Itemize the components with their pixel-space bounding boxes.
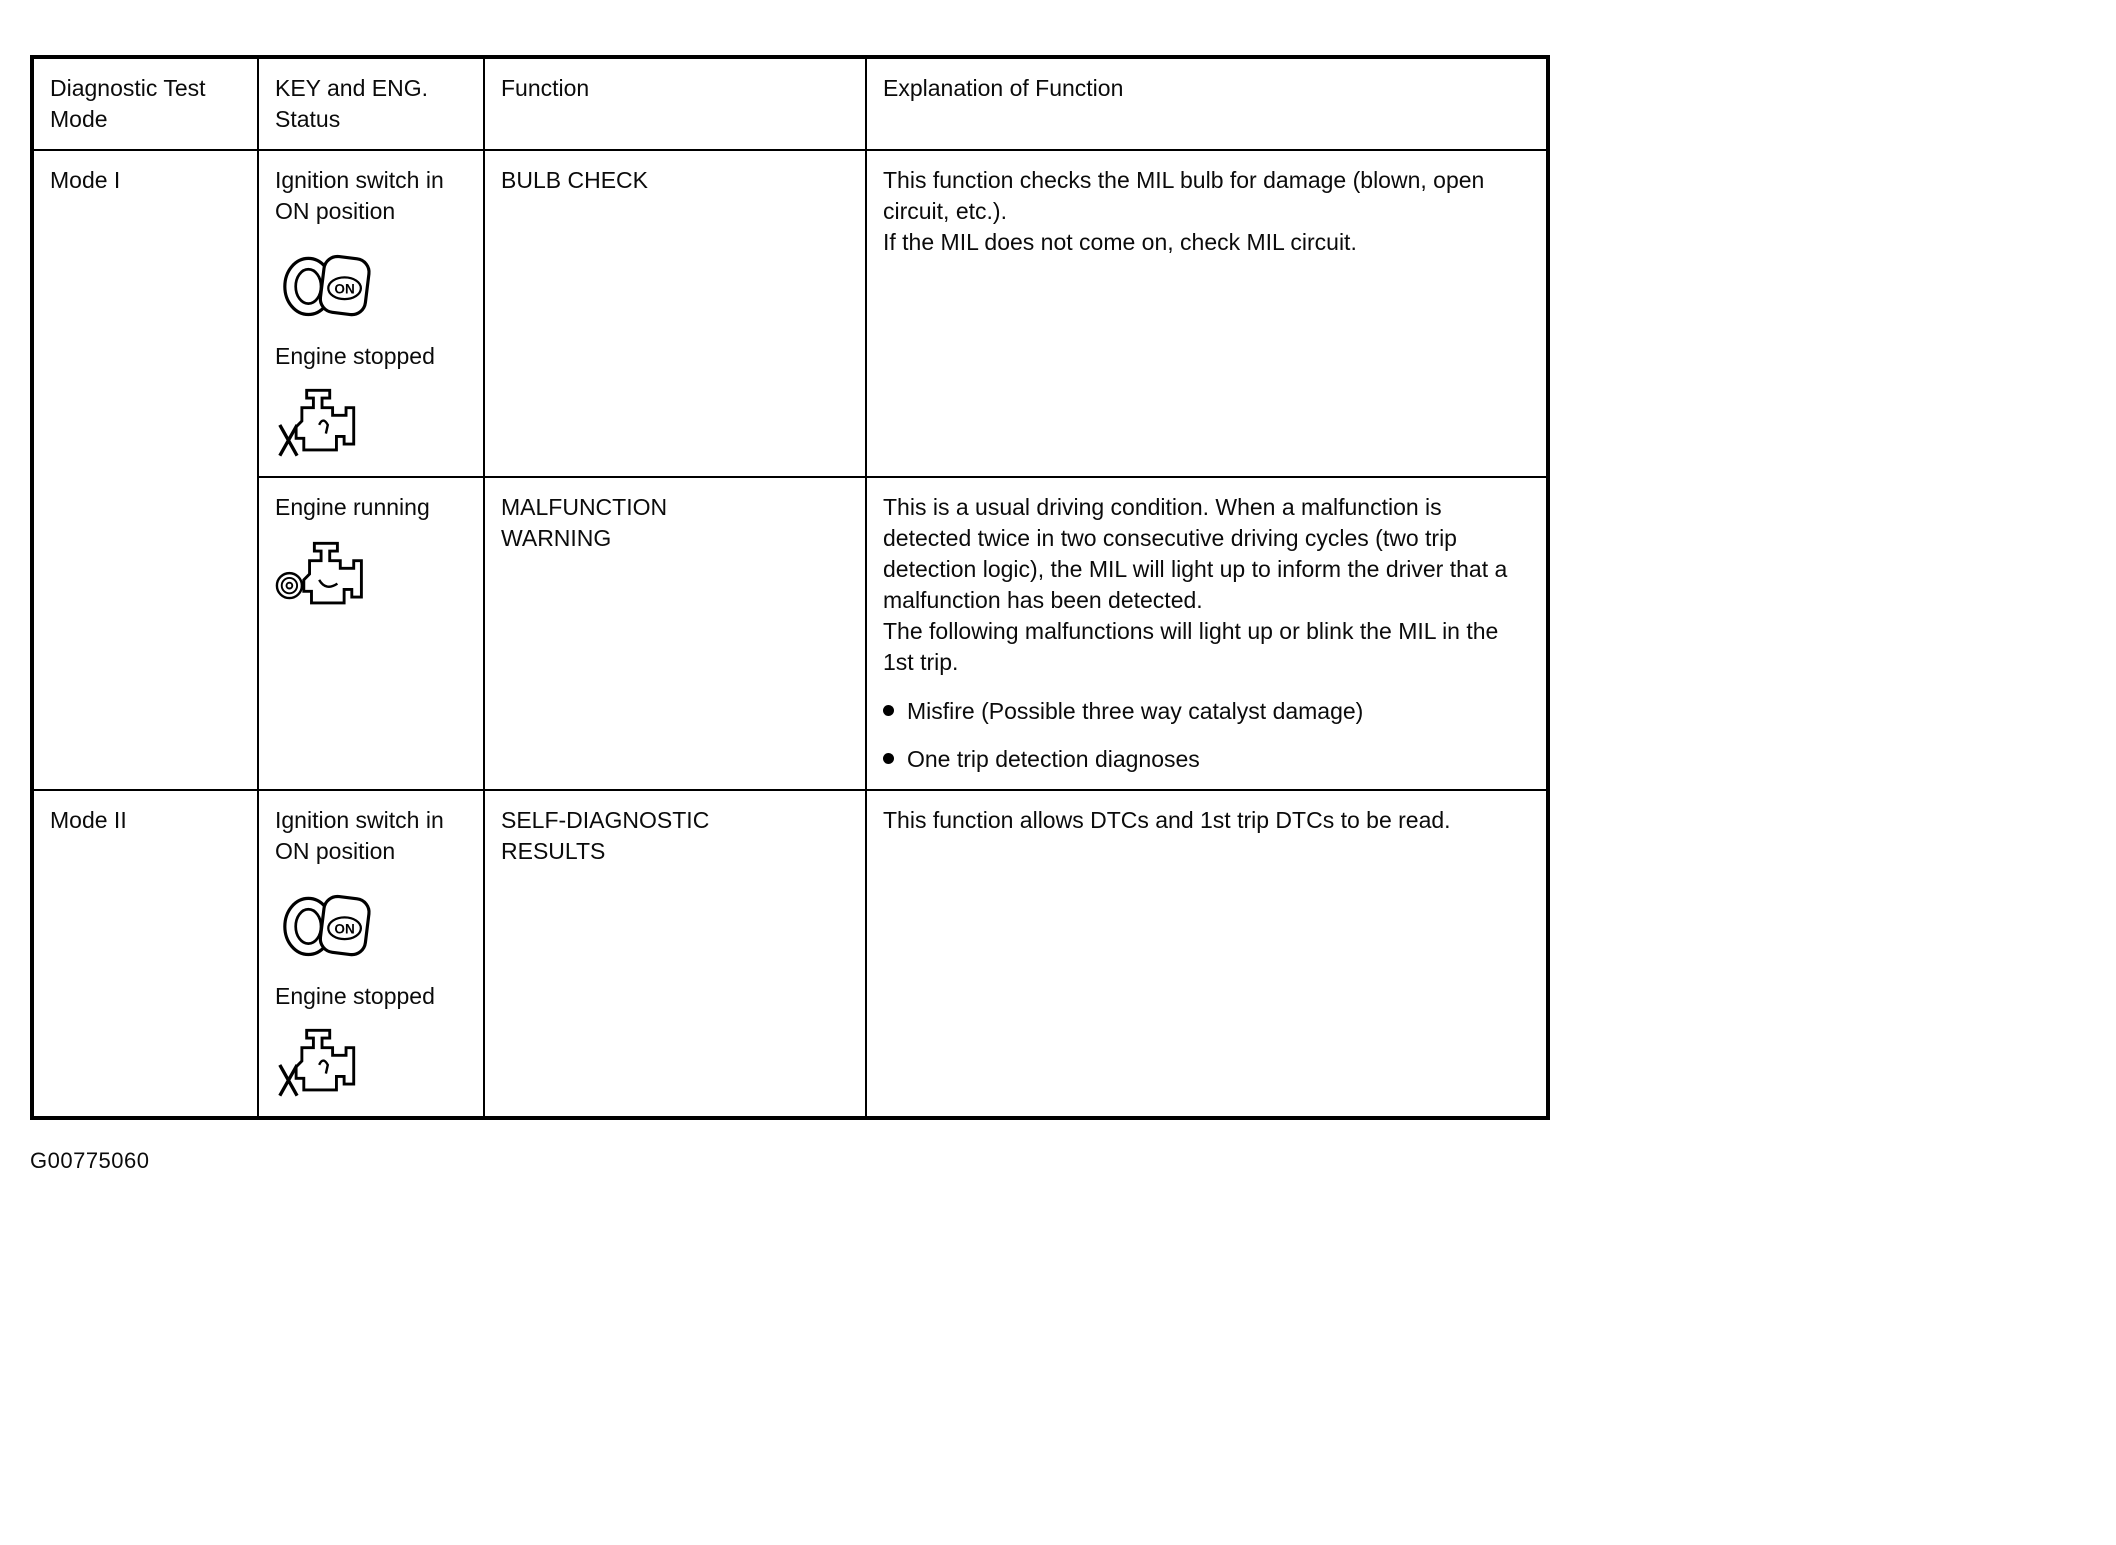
ignition-key-on-icon	[281, 883, 381, 969]
status-engine-text: Engine stopped	[275, 343, 435, 370]
table-row-mode1-malfunction-warning	[32, 477, 1548, 789]
function-label: MALFUNCTION WARNING	[501, 494, 668, 552]
ignition-on-label: ON	[334, 921, 355, 937]
explanation-paragraph: This is a usual driving condition. When a malfunction is detected twice in two consecutive driving cycles (two trip detection logic), the MIL will light up to inform the driver that a malfunction has been detected.	[883, 494, 1508, 614]
mode2-function-cell	[484, 790, 866, 1118]
bullet-item	[883, 744, 1530, 775]
mode2-label-cell	[32, 790, 258, 1118]
mode2-key-eng-status-cell	[258, 790, 484, 1118]
engine-stopped-icon	[275, 1024, 371, 1102]
explanation-paragraph: The following malfunctions will light up or blink the MIL in the 1st trip.	[883, 618, 1499, 676]
mode1b-function-cell	[484, 477, 866, 789]
status-engine-text: Engine running	[275, 494, 430, 521]
engine-stopped-icon	[275, 384, 371, 462]
mode2-explanation-cell	[866, 790, 1548, 1118]
mode1-label-cell	[32, 150, 258, 790]
table-row-mode2-self-diagnostic	[32, 790, 1548, 1118]
mode1a-explanation-cell	[866, 150, 1548, 477]
bullet-dot	[883, 705, 894, 716]
explanation-paragraph: This function allows DTCs and 1st trip DTCs to be read.	[883, 806, 1451, 833]
ignition-key-on-icon	[281, 243, 381, 329]
function-label: SELF-DIAGNOSTIC RESULTS	[501, 806, 710, 864]
mode1b-key-eng-status-cell	[258, 477, 484, 789]
bullet-text: Misfire (Possible three way catalyst damage)	[907, 697, 1364, 724]
mode2-label: Mode II	[50, 806, 127, 833]
status-ignition-text: Ignition switch in ON position	[275, 167, 444, 225]
mode1-label: Mode I	[50, 167, 121, 194]
mode1b-explanation-cell	[866, 477, 1548, 789]
function-label: BULB CHECK	[501, 167, 648, 194]
status-ignition-text: Ignition switch in ON position	[275, 806, 444, 864]
header-explanation: Explanation of Function	[866, 57, 1548, 150]
header-function: Function	[484, 57, 866, 150]
mode1a-key-eng-status-cell	[258, 150, 484, 477]
engine-running-icon	[275, 537, 371, 615]
status-engine-text: Engine stopped	[275, 982, 435, 1009]
bullet-item	[883, 696, 1530, 727]
ignition-on-label: ON	[334, 281, 355, 297]
table-header-row	[32, 57, 1548, 150]
bullet-dot	[883, 753, 894, 764]
figure-id: G00775060	[30, 1147, 150, 1173]
header-key-eng-status: KEY and ENG. Status	[258, 57, 484, 150]
explanation-paragraph: If the MIL does not come on, check MIL circuit.	[883, 229, 1357, 256]
header-diagnostic-test-mode: Diagnostic Test Mode	[32, 57, 258, 150]
diagnostic-test-mode-table	[30, 55, 1550, 1120]
table-row-mode1-bulb-check	[32, 150, 1548, 477]
mode1a-function-cell	[484, 150, 866, 477]
explanation-paragraph: This function checks the MIL bulb for damage (blown, open circuit, etc.).	[883, 167, 1485, 225]
bullet-text: One trip detection diagnoses	[907, 745, 1200, 772]
